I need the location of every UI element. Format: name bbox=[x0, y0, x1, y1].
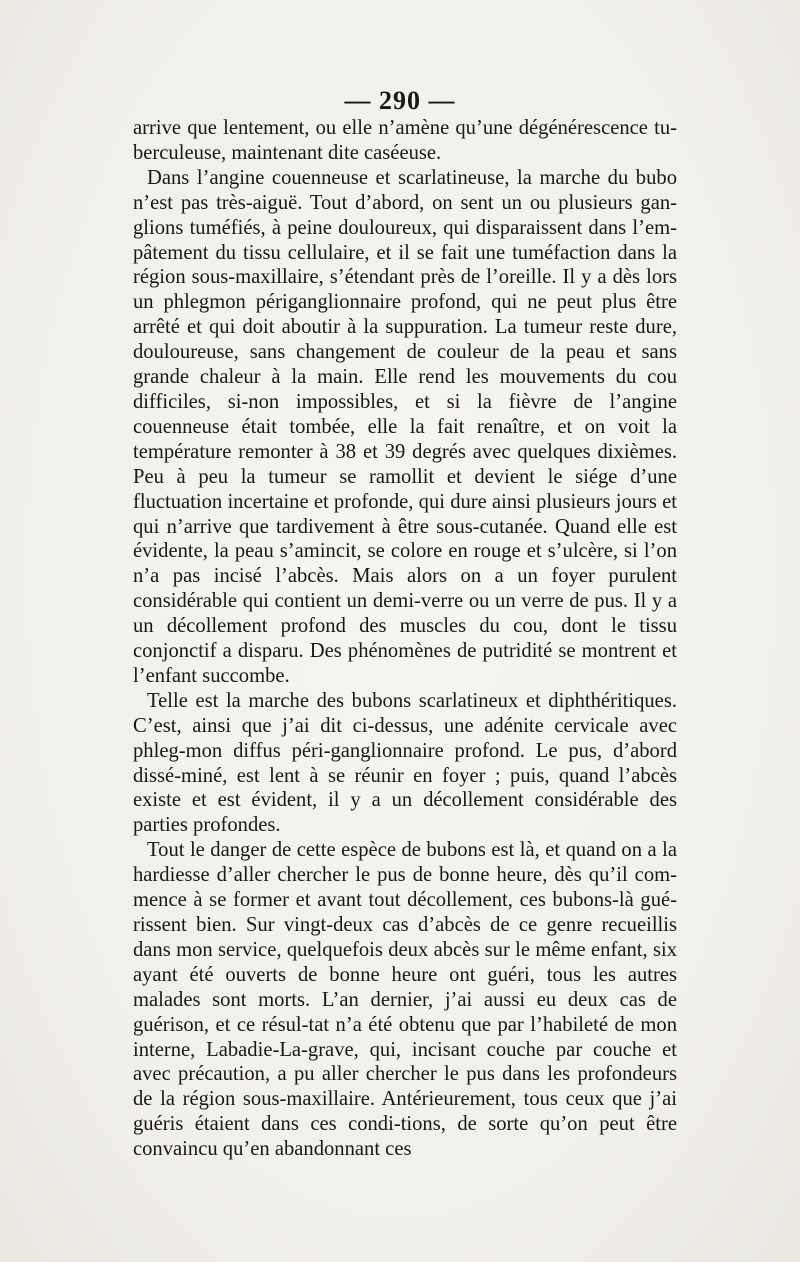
paragraph: Tout le danger de cette espèce de bubons est là, et quand on a la hardiesse d’aller chercher le pus de bonne heure, dès qu’il com-mence à se former et avant tout décollement, ces bubons-là gué-rissent bien. Sur vingt-deux cas d’abcès de ce genre recueillis dans mon service, quelquefois deux abcès sur le même enfant, six ayant été ouverts de bonne heure ont guéri, tous les autres malades sont morts. L’an dernier, j’ai aussi eu deux cas de guérison, et ce résul-tat n’a été obtenu que par l’habileté de mon interne, Labadie-La-grave, qui, incisant couche par couche et avec précaution, a pu aller chercher le pus dans les profondeurs de la région sous-maxillaire. Antérieurement, tous ceux que j’ai guéris étaient dans ces condi-tions, de sorte qu’on peut être convaincu qu’en abandonnant ces bbox=[133, 839, 677, 1161]
body-text bbox=[133, 116, 677, 1162]
page-number: — 290 — bbox=[344, 86, 456, 115]
paragraph: arrive que lentement, ou elle n’amène qu’une dégénérescence tu-berculeuse, maintenant dite caséeuse. bbox=[133, 117, 677, 164]
paragraph: Telle est la marche des bubons scarlatineux et diphthéritiques. C’est, ainsi que j’ai dit ci-dessus, une adénite cervicale avec phleg-mon diffus péri-ganglionnaire profond. Le pus, d’abord dissé-miné, est lent à se réunir en foyer ; puis, quand l’abcès existe et est évident, il y a un décollement considérable des parties profondes. bbox=[133, 689, 677, 837]
paragraph: Dans l’angine couenneuse et scarlatineuse, la marche du bubo n’est pas très-aiguë. Tout d’abord, on sent un ou plusieurs gan-glions tuméfiés, à peine douloureux, qui disparaissent dans l’em-pâtement du tissu cellulaire, et il se fait une tuméfaction dans la région sous-maxillaire, s’étendant près de l’oreille. Il y a dès lors un phlegmon périganglionnaire profond, qui ne peut plus être arrêté et qui doit aboutir à la suppuration. La tumeur reste dure, douloureuse, sans changement de couleur de la peau et sans grande chaleur à la main. Elle rend les mouvements du cou difficiles, si-non impossibles, et si la fièvre de l’angine couenneuse était tombée, elle la fait renaître, et on voit la température remonter à 38 et 39 degrés avec quelques dixièmes. Peu à peu la tumeur se ramollit et devient le siége d’une fluctuation incertaine et profonde, qui dure ainsi plusieurs jours et qui n’arrive que tardivement à être sous-cutanée. Quand elle est évidente, la peau s’amincit, se colore en rouge et s’ulcère, si l’on n’a pas incisé l’abcès. Mais alors on a un foyer purulent considérable qui contient un demi-verre ou un verre de pus. Il y a un décollement profond des muscles du cou, dont le tissu conjonctif a disparu. Des phénomènes de putridité se montrent et l’enfant succombe. bbox=[133, 166, 677, 687]
